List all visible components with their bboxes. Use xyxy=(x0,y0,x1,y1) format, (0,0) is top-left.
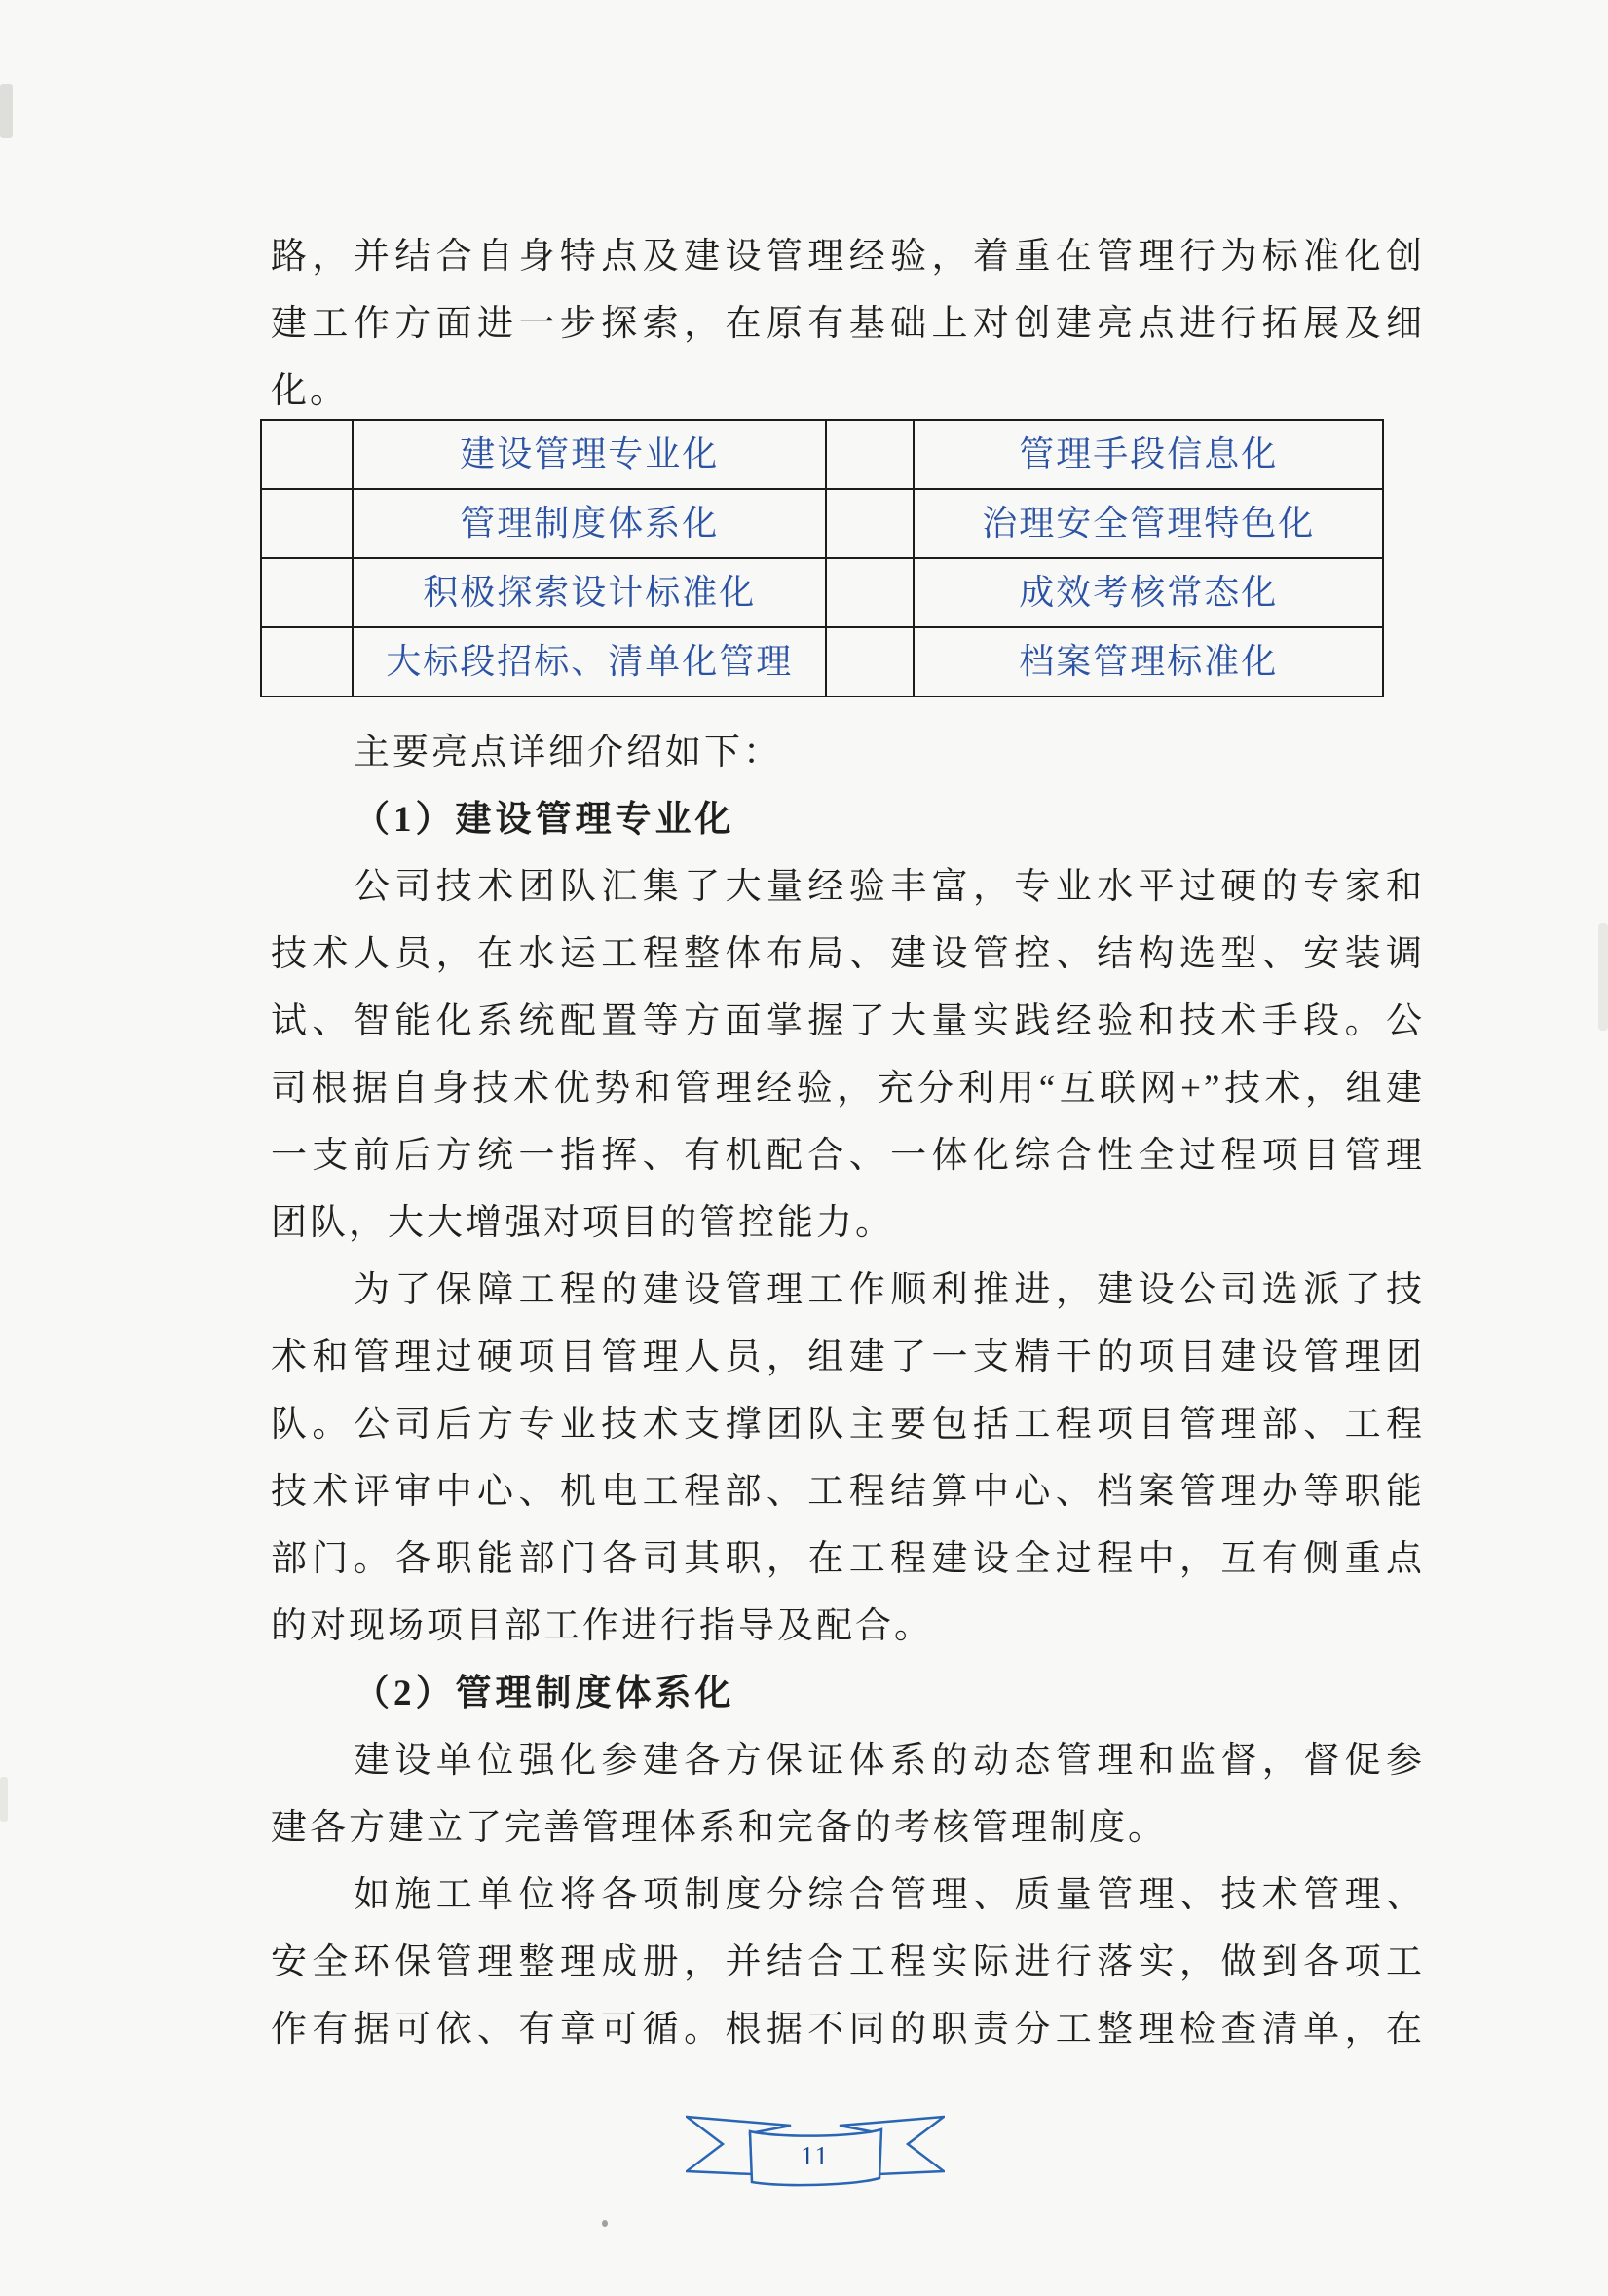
text-line: 术和管理过硬项目管理人员，组建了一支精干的项目建设管理团 xyxy=(271,1337,1425,1377)
text-line: 一支前后方统一指挥、有机配合、一体化综合性全过程项目管理 xyxy=(271,1136,1425,1176)
scan-artifact xyxy=(0,1777,8,1822)
text-line: 建工作方面进一步探索，在原有基础上对创建亮点进行拓展及细 xyxy=(271,304,1425,344)
text-line: 建设单位强化参建各方保证体系的动态管理和监督，督促参 xyxy=(354,1741,1425,1781)
text-line: 技术评审中心、机电工程部、工程结算中心、档案管理办等职能 xyxy=(271,1472,1425,1512)
text-line: 为了保障工程的建设管理工作顺利推进，建设公司选派了技 xyxy=(354,1270,1425,1310)
page-number: 11 xyxy=(801,2141,830,2170)
text-line: 路，并结合自身特点及建设管理经验，着重在管理行为标准化创 xyxy=(271,237,1425,277)
table-cell: 大标段招标、清单化管理 xyxy=(353,627,826,696)
scan-speck xyxy=(602,2220,608,2227)
table-cell-empty xyxy=(261,558,353,627)
paragraph xyxy=(271,719,1425,786)
table-cell-empty xyxy=(261,627,353,696)
table-row xyxy=(261,627,1383,696)
scan-artifact xyxy=(1598,923,1608,1031)
paragraph xyxy=(271,853,1425,1257)
table-cell-empty xyxy=(826,627,914,696)
table-cell-empty xyxy=(826,489,914,558)
paragraph xyxy=(271,1257,1425,1660)
table-row xyxy=(261,420,1383,489)
table-cell: 管理制度体系化 xyxy=(353,489,826,558)
paragraph xyxy=(271,1727,1425,1862)
section-heading: （2）管理制度体系化 xyxy=(354,1674,735,1713)
text-line: 作有据可依、有章可循。根据不同的职责分工整理检查清单，在 xyxy=(271,2010,1425,2050)
table-row xyxy=(261,558,1383,627)
text-line: 主要亮点详细介绍如下： xyxy=(354,733,782,772)
text-line: 队。公司后方专业技术支撑团队主要包括工程项目管理部、工程 xyxy=(271,1405,1425,1445)
table-cell-empty xyxy=(826,558,914,627)
table-cell: 档案管理标准化 xyxy=(914,627,1383,696)
table-cell: 建设管理专业化 xyxy=(353,420,826,489)
text-line: 试、智能化系统配置等方面掌握了大量实践经验和技术手段。公 xyxy=(271,1001,1425,1041)
table-cell-empty xyxy=(261,420,353,489)
table-row xyxy=(261,489,1383,558)
table-cell: 治理安全管理特色化 xyxy=(914,489,1383,558)
text-line: 的对现场项目部工作进行指导及配合。 xyxy=(271,1606,933,1646)
table-cell-empty xyxy=(826,420,914,489)
text-line: 建各方建立了完善管理体系和完备的考核管理制度。 xyxy=(271,1808,1167,1848)
text-line: 如施工单位将各项制度分综合管理、质量管理、技术管理、 xyxy=(354,1875,1425,1915)
text-line: 团队，大大增强对项目的管控能力。 xyxy=(271,1203,894,1243)
section-heading: （1）建设管理专业化 xyxy=(354,800,735,840)
text-line: 公司技术团队汇集了大量经验丰富，专业水平过硬的专家和 xyxy=(354,867,1425,907)
text-line: 司根据自身技术优势和管理经验，充分利用“互联网+”技术，组建 xyxy=(271,1069,1425,1109)
table-cell: 积极探索设计标准化 xyxy=(353,558,826,627)
scan-artifact xyxy=(0,84,13,138)
table-cell: 管理手段信息化 xyxy=(914,420,1383,489)
page-number-ribbon xyxy=(686,2112,945,2192)
paragraph xyxy=(271,223,1425,425)
table-cell: 成效考核常态化 xyxy=(914,558,1383,627)
text-line: 安全环保管理整理成册，并结合工程实际进行落实，做到各项工 xyxy=(271,1942,1425,1982)
paragraph xyxy=(271,1862,1425,2063)
text-line: 化。 xyxy=(271,371,349,411)
text-line: 部门。各职能部门各司其职，在工程建设全过程中，互有侧重点 xyxy=(271,1539,1425,1579)
highlights-table xyxy=(260,419,1384,697)
document-content xyxy=(271,223,1425,2063)
table-cell-empty xyxy=(261,489,353,558)
text-line: 技术人员，在水运工程整体布局、建设管控、结构选型、安装调 xyxy=(271,934,1425,974)
